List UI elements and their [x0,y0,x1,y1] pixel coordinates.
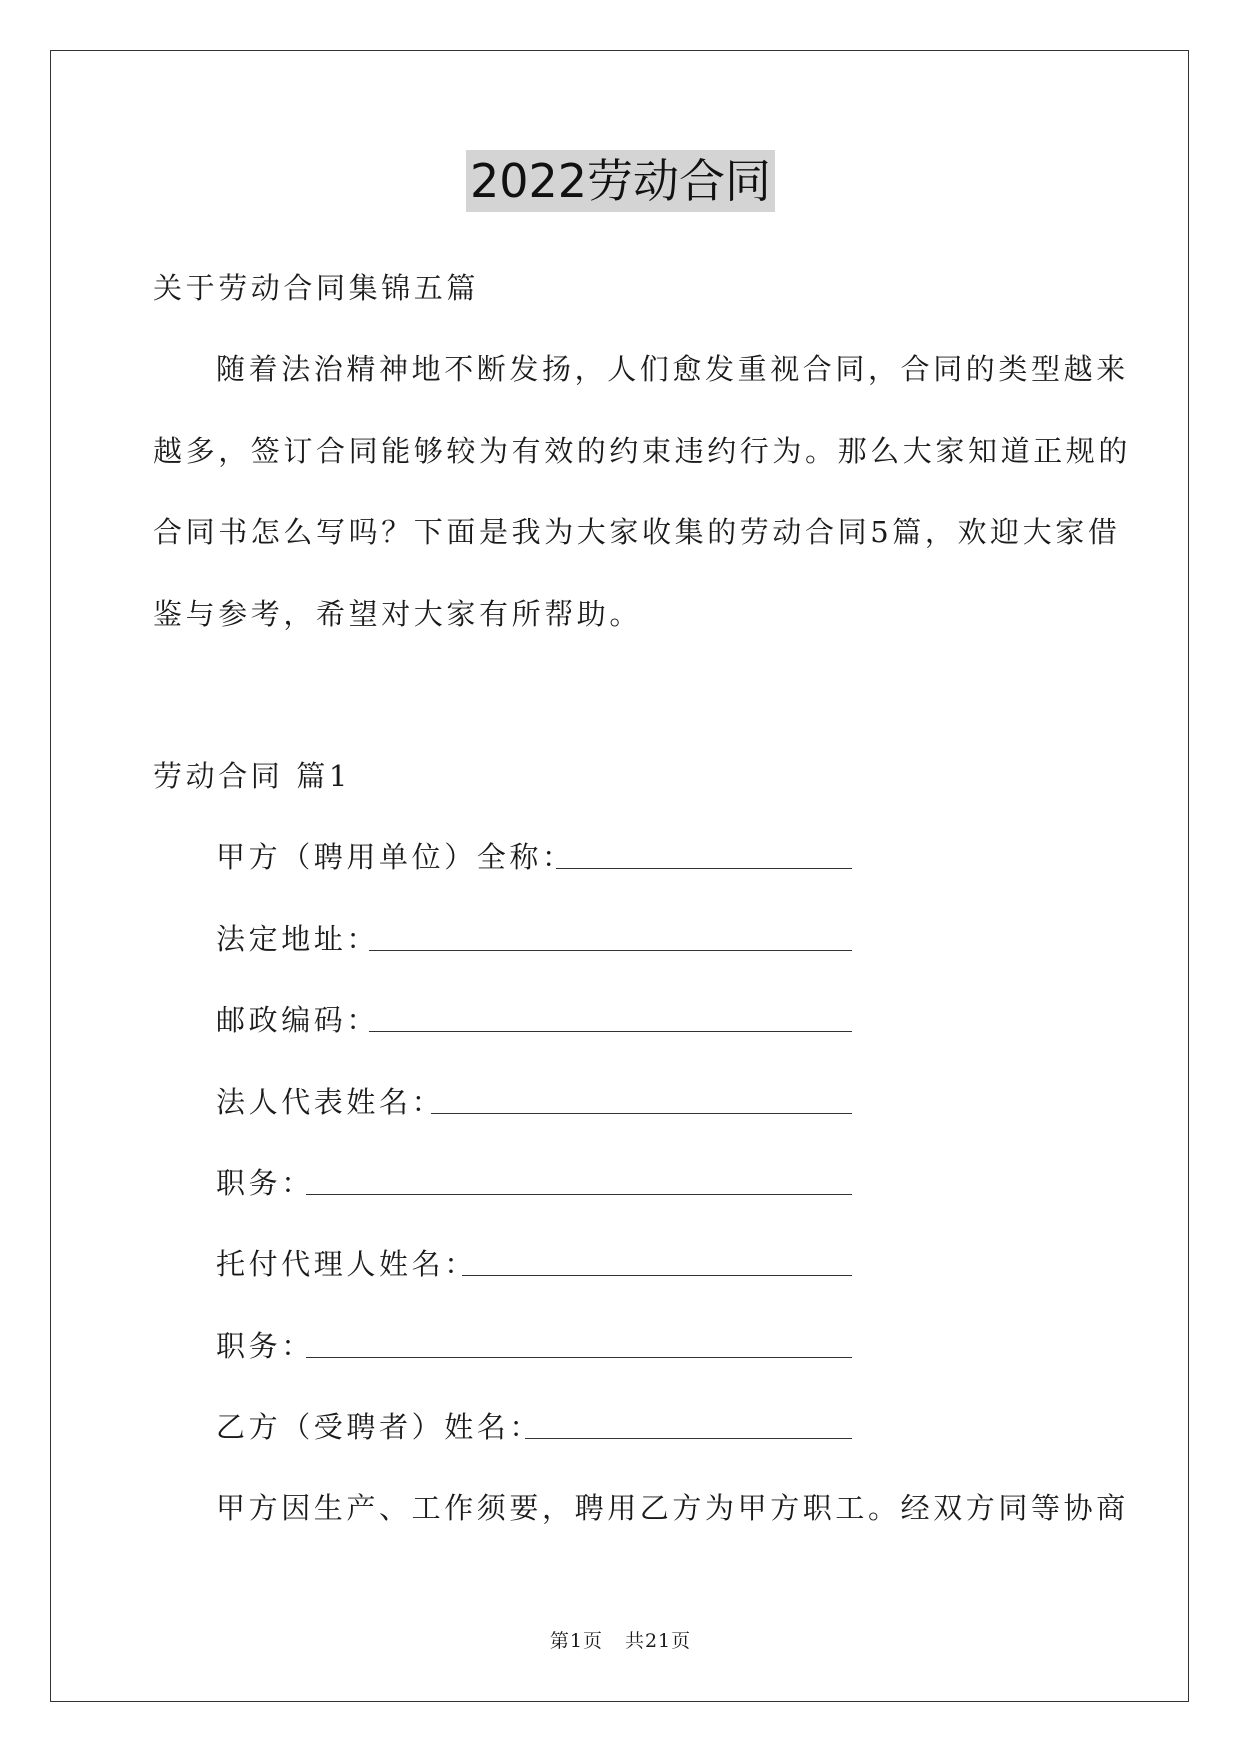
intro-line-4: 鉴与参考，希望对大家有所帮助。 [153,597,643,631]
section-heading: 劳动合同 篇1 [153,759,351,793]
document-subtitle: 关于劳动合同集锦五篇 [153,271,480,305]
field-legal-address [216,919,379,959]
field-label: 邮政编码： [216,1003,380,1037]
blank-line-party-b-name [525,1438,852,1439]
blank-line-position-2 [306,1357,852,1358]
title-container [0,150,1241,212]
closing-line: 甲方因生产、工作须要，聘用乙方为甲方职工。经双方同等协商 [216,1491,1129,1525]
field-party-a-name [216,837,575,877]
intro-line-1: 随着法治精神地不断发扬，人们愈发重视合同，合同的类型越来 [216,352,1129,386]
document-title: 2022劳动合同 [466,150,775,212]
page-number: 第1页 [549,1630,603,1652]
field-label: 职务： [216,1329,314,1363]
field-agent-name [216,1244,477,1284]
blank-line-postal-code [369,1031,852,1032]
blank-line-legal-address [369,950,852,951]
page-total: 共21页 [624,1630,692,1652]
intro-line-3: 合同书怎么写吗？下面是我为大家收集的劳动合同5篇，欢迎大家借 [153,515,1121,549]
field-label: 法人代表姓名： [216,1085,445,1119]
field-label: 甲方（聘用单位）全称： [216,840,575,874]
field-label: 乙方（受聘者）姓名： [216,1410,543,1444]
field-party-b-name [216,1407,542,1447]
field-legal-rep-name [216,1082,444,1122]
blank-line-position-1 [306,1194,852,1195]
field-position-1 [216,1163,314,1203]
field-label: 托付代理人姓名： [216,1247,477,1281]
field-postal-code [216,1000,379,1040]
page-footer [0,1628,1241,1654]
blank-line-party-a-name [556,868,852,869]
field-label: 职务： [216,1166,314,1200]
field-label: 法定地址： [216,922,380,956]
blank-line-agent-name [462,1275,852,1276]
intro-line-2: 越多，签订合同能够较为有效的约束违约行为。那么大家知道正规的 [153,434,1132,468]
blank-line-legal-rep-name [431,1113,852,1114]
field-position-2 [216,1326,314,1366]
